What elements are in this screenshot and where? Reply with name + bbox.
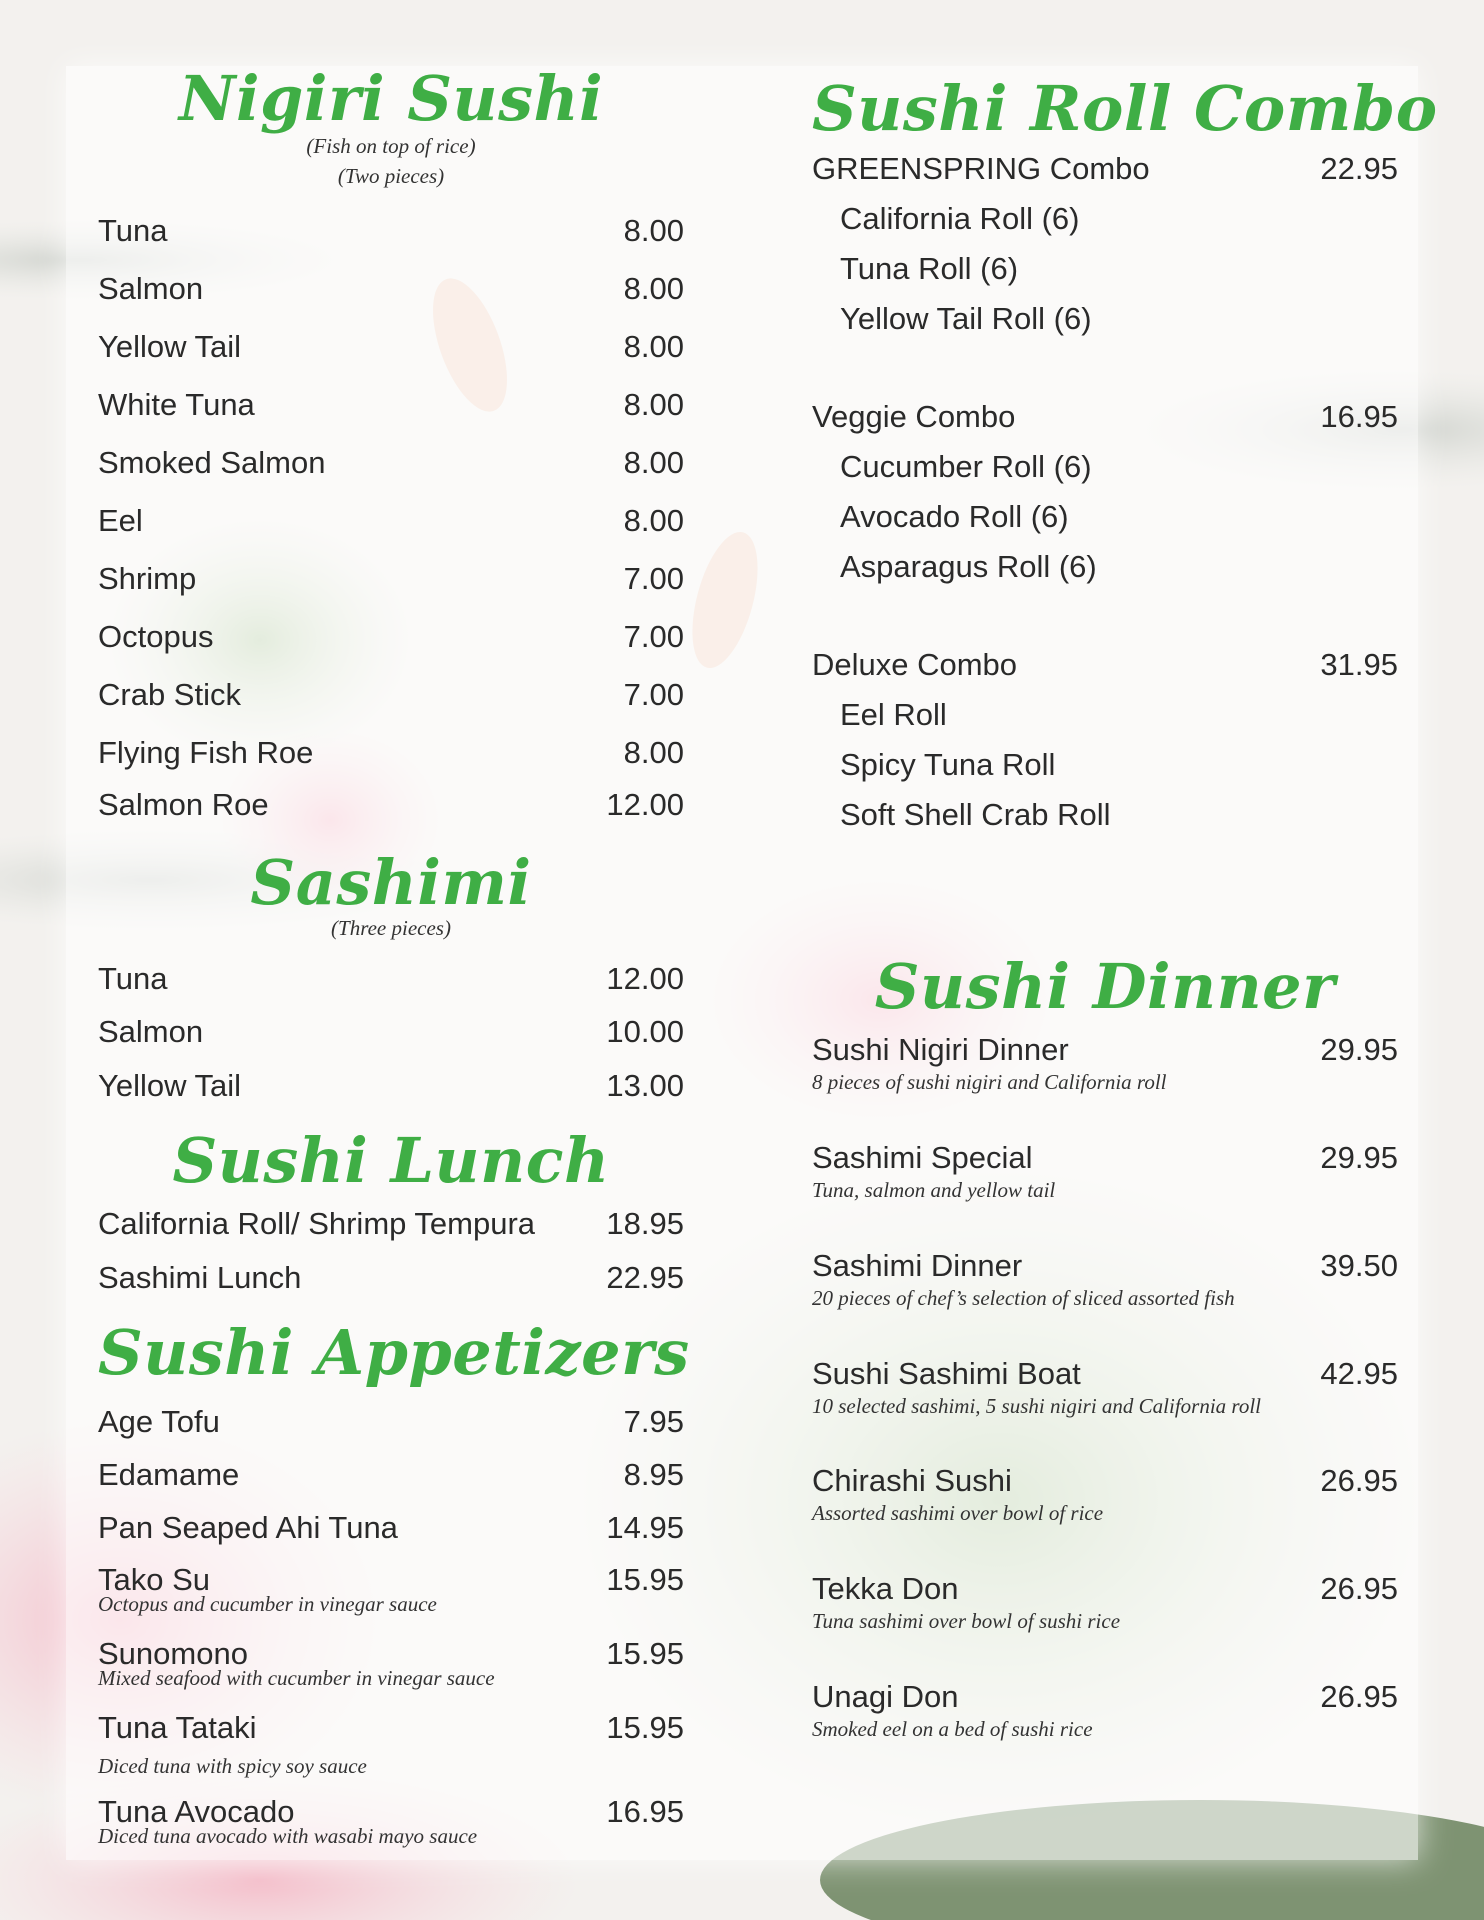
- item-price: 12.00: [606, 961, 684, 996]
- item-price: 26.95: [1320, 1463, 1398, 1498]
- sashimi-heading: Sashimi: [250, 846, 532, 919]
- item-name: Salmon: [98, 271, 204, 306]
- menu-item: [98, 1070, 684, 1106]
- menu-item: [812, 1463, 1398, 1525]
- combo-price: 16.95: [1320, 399, 1398, 434]
- item-name: Chirashi Sushi: [812, 1463, 1012, 1498]
- menu-item: [98, 1406, 684, 1442]
- combo-price: 22.95: [1320, 151, 1398, 186]
- menu-item: [98, 1016, 684, 1052]
- menu-item: [98, 1562, 684, 1616]
- menu-item: [98, 215, 684, 251]
- item-name: Flying Fish Roe: [98, 735, 314, 770]
- menu-item: [812, 1032, 1398, 1094]
- item-price: 7.00: [623, 561, 684, 596]
- sashimi-subtitle: (Three pieces): [331, 916, 451, 940]
- menu-item: [98, 389, 684, 425]
- combo-roll: California Roll (6): [840, 201, 1080, 236]
- item-name: Yellow Tail: [98, 329, 242, 364]
- item-name: White Tuna: [98, 387, 255, 422]
- item-price: 12.00: [606, 787, 684, 822]
- item-price: 16.95: [606, 1794, 684, 1829]
- combo-item: [812, 151, 1398, 336]
- item-price: 15.95: [606, 1562, 684, 1597]
- menu-item: [98, 1262, 684, 1298]
- combo-item: [812, 399, 1398, 584]
- item-name: Tuna Tataki: [98, 1710, 257, 1745]
- item-name: Unagi Don: [812, 1679, 959, 1714]
- item-price: 29.95: [1320, 1140, 1398, 1175]
- item-name: Octopus: [98, 619, 214, 654]
- item-description: Diced tuna with spicy soy sauce: [98, 1754, 367, 1778]
- menu-item: [98, 963, 684, 999]
- item-price: 8.00: [623, 735, 684, 770]
- item-name: Pan Seaped Ahi Tuna: [98, 1510, 398, 1545]
- item-price: 8.00: [623, 445, 684, 480]
- item-description: Assorted sashimi over bowl of rice: [812, 1501, 1104, 1525]
- item-price: 8.00: [623, 387, 684, 422]
- combo-roll: Asparagus Roll (6): [840, 549, 1097, 584]
- item-name: Crab Stick: [98, 677, 241, 712]
- item-name: Tuna: [98, 213, 168, 248]
- item-price: 13.00: [606, 1068, 684, 1103]
- item-price: 18.95: [606, 1206, 684, 1241]
- item-name: Tuna: [98, 961, 168, 996]
- item-price: 39.50: [1320, 1248, 1398, 1283]
- menu-item: [98, 1710, 684, 1778]
- item-price: 8.00: [623, 271, 684, 306]
- combo-roll: Eel Roll: [840, 697, 947, 732]
- appetizers-heading: Sushi Appetizers: [98, 1316, 690, 1389]
- item-description: Mixed seafood with cucumber in vinegar sauce: [98, 1666, 495, 1690]
- menu-item: [98, 505, 684, 541]
- nigiri-subtitle-2: (Two pieces): [337, 164, 445, 188]
- menu-item: [98, 563, 684, 599]
- menu-item: [98, 273, 684, 309]
- item-name: Eel: [98, 503, 143, 538]
- item-name: Tekka Don: [812, 1571, 959, 1606]
- item-name: Sashimi Dinner: [812, 1248, 1023, 1283]
- item-name: Salmon: [98, 1014, 204, 1049]
- menu-item: [812, 1571, 1398, 1633]
- combo-price: 31.95: [1320, 647, 1398, 682]
- item-description: Smoked eel on a bed of sushi rice: [812, 1717, 1093, 1741]
- menu-item: [98, 737, 684, 773]
- item-price: 42.95: [1320, 1356, 1398, 1391]
- lunch-heading: Sushi Lunch: [172, 1124, 610, 1197]
- item-description: Tuna sashimi over bowl of sushi rice: [812, 1609, 1121, 1633]
- combo-name: GREENSPRING Combo: [812, 151, 1150, 186]
- combo-roll: Cucumber Roll (6): [840, 449, 1092, 484]
- item-name: Yellow Tail: [98, 1068, 242, 1103]
- item-name: Shrimp: [98, 561, 197, 596]
- combo-name: Deluxe Combo: [812, 647, 1018, 682]
- menu-item: [98, 621, 684, 657]
- item-price: 8.00: [623, 503, 684, 538]
- item-name: Smoked Salmon: [98, 445, 326, 480]
- menu-item: [98, 1794, 684, 1848]
- item-name: Age Tofu: [98, 1404, 220, 1439]
- menu-item: [98, 789, 684, 825]
- item-description: Tuna, salmon and yellow tail: [812, 1178, 1056, 1202]
- nigiri-heading: Nigiri Sushi: [178, 62, 604, 135]
- item-name: Sashimi Special: [812, 1140, 1033, 1175]
- item-description: 20 pieces of chef’s selection of sliced assorted fish: [812, 1286, 1235, 1310]
- item-price: 7.95: [623, 1404, 684, 1439]
- item-price: 22.95: [606, 1260, 684, 1295]
- menu-item: [812, 1356, 1398, 1418]
- item-name: California Roll/ Shrimp Tempura: [98, 1206, 536, 1241]
- item-price: 15.95: [606, 1636, 684, 1671]
- item-price: 8.95: [623, 1457, 684, 1492]
- menu-item: [98, 1208, 684, 1244]
- item-price: 8.00: [623, 213, 684, 248]
- menu-item: [812, 1679, 1398, 1741]
- item-price: 15.95: [606, 1710, 684, 1745]
- item-name: Sushi Sashimi Boat: [812, 1356, 1081, 1391]
- item-description: 10 selected sashimi, 5 sushi nigiri and California roll: [812, 1394, 1261, 1418]
- menu-item: [98, 331, 684, 367]
- item-name: Tuna Avocado: [98, 1794, 295, 1829]
- menu-item: [98, 1636, 684, 1690]
- item-price: 26.95: [1320, 1571, 1398, 1606]
- menu-item: [98, 679, 684, 715]
- combo-roll: Yellow Tail Roll (6): [840, 301, 1092, 336]
- combo-item: [812, 647, 1398, 832]
- combo-roll: Avocado Roll (6): [840, 499, 1069, 534]
- combo-heading: Sushi Roll Combo: [812, 72, 1438, 145]
- combo-roll: Soft Shell Crab Roll: [840, 797, 1111, 832]
- item-description: Octopus and cucumber in vinegar sauce: [98, 1592, 437, 1616]
- item-price: 10.00: [606, 1014, 684, 1049]
- item-description: 8 pieces of sushi nigiri and California roll: [812, 1070, 1167, 1094]
- combo-name: Veggie Combo: [812, 399, 1016, 434]
- item-name: Sunomono: [98, 1636, 248, 1671]
- item-price: 14.95: [606, 1510, 684, 1545]
- item-description: Diced tuna avocado with wasabi mayo sauce: [98, 1824, 478, 1848]
- dinner-heading: Sushi Dinner: [874, 950, 1336, 1023]
- menu-item: [98, 447, 684, 483]
- item-name: Sashimi Lunch: [98, 1260, 302, 1295]
- menu-item: [812, 1140, 1398, 1202]
- menu-item: [98, 1459, 684, 1495]
- item-price: 8.00: [623, 329, 684, 364]
- menu-item: [98, 1512, 684, 1548]
- item-price: 26.95: [1320, 1679, 1398, 1714]
- item-price: 29.95: [1320, 1032, 1398, 1067]
- item-name: Sushi Nigiri Dinner: [812, 1032, 1069, 1067]
- menu-item: [812, 1248, 1398, 1310]
- item-price: 7.00: [623, 677, 684, 712]
- item-name: Tako Su: [98, 1562, 211, 1597]
- nigiri-subtitle-1: (Fish on top of rice): [306, 134, 476, 158]
- item-name: Edamame: [98, 1457, 240, 1492]
- combo-roll: Tuna Roll (6): [840, 251, 1019, 286]
- combo-roll: Spicy Tuna Roll: [840, 747, 1056, 782]
- item-price: 7.00: [623, 619, 684, 654]
- item-name: Salmon Roe: [98, 787, 269, 822]
